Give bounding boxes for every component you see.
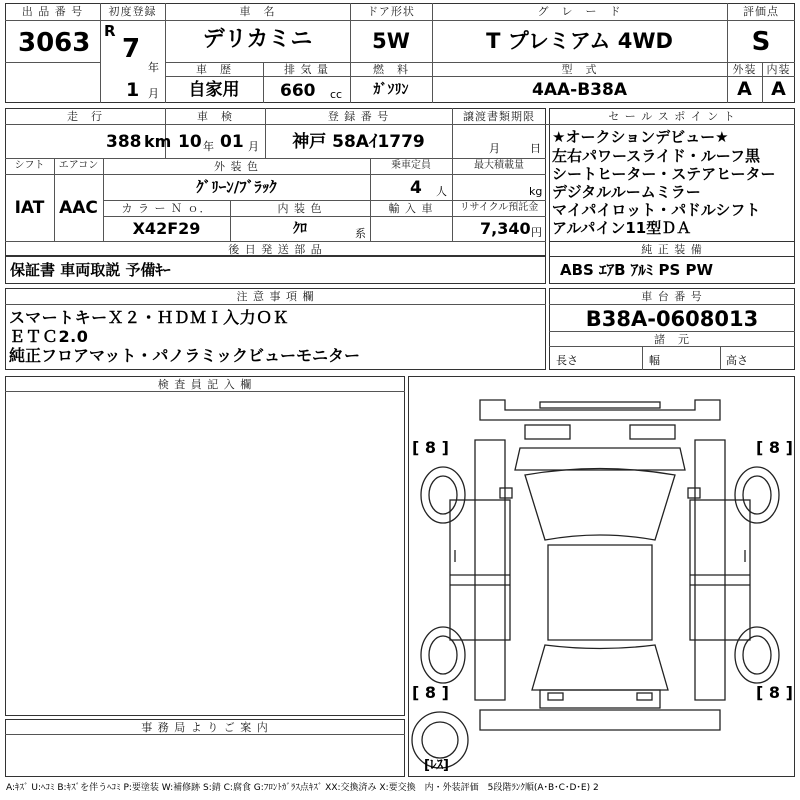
inspection-month: 01 xyxy=(220,132,244,152)
mileage-unit: km xyxy=(144,132,172,151)
car-name-label: 車 名 xyxy=(239,5,276,18)
sales-points-label: セ ー ル ス ポ イ ン ト xyxy=(608,110,736,123)
displacement-label: 排 気 量 xyxy=(284,63,329,76)
import-label: 輸 入 車 xyxy=(388,202,434,215)
colorno: X42F29 xyxy=(132,219,201,238)
spare-tire-label: [ﾚｽ] xyxy=(424,758,449,773)
color-label: 外 装 色 xyxy=(214,160,259,173)
height-label: 高さ xyxy=(726,354,748,367)
ac: AAC xyxy=(59,198,98,218)
reg-year: 7 xyxy=(122,34,141,64)
interior-label: 内装 xyxy=(766,63,791,76)
office-label: 事 務 局 よ り ご 案 内 xyxy=(141,721,269,734)
exterior: A xyxy=(737,78,752,100)
transfer-day-unit: 日 xyxy=(530,142,541,155)
colorno-label: カ ラ ー Ｎ ｏ． xyxy=(121,202,212,215)
grade-label: グ レ ー ド xyxy=(537,5,622,18)
doors: 5W xyxy=(372,29,410,53)
capacity-label: 乗車定員 xyxy=(391,160,431,171)
chassis-number: B38A-0608013 xyxy=(585,307,759,331)
sales-point-6: アルパイン11型ＤＡ xyxy=(552,219,692,237)
shift-label: シフト xyxy=(14,160,45,171)
reg-month-unit: 月 xyxy=(148,87,159,100)
capacity-unit: 人 xyxy=(436,185,447,198)
grade: T プレミアム 4WD xyxy=(486,29,673,53)
history: 自家用 xyxy=(188,80,240,100)
inspector-label: 検 査 員 記 入 欄 xyxy=(157,378,253,391)
chassis-label: 車 台 番 号 xyxy=(641,290,703,303)
recycle: 7,340 xyxy=(480,219,531,238)
displacement-unit: cc xyxy=(330,88,343,101)
inspection-year: 10 xyxy=(178,132,202,152)
mileage: 388 xyxy=(106,132,142,152)
mileage-label: 走 行 xyxy=(67,110,103,123)
parts-label: 後 日 発 送 部 品 xyxy=(228,243,323,256)
tire-front-right: [ 8 ] xyxy=(756,438,793,457)
tire-front-left: [ 8 ] xyxy=(412,438,449,457)
notes-line-2: ＥＴＣ2.0 xyxy=(9,327,89,346)
reg-year-unit: 年 xyxy=(148,61,159,74)
model-label: 型 式 xyxy=(561,63,598,76)
notes-label: 注 意 事 項 欄 xyxy=(236,290,315,303)
inspection-month-unit: 月 xyxy=(248,140,259,153)
model: 4AA-B38A xyxy=(532,80,627,100)
lot-number: 3063 xyxy=(18,28,91,58)
inspection-year-unit: 年 xyxy=(203,140,214,153)
plate-number: 神戸 58Aｲ1779 xyxy=(292,132,425,152)
notes-line-1: スマートキーＸ２・ＨＤＭＩ入力ＯＫ xyxy=(9,308,290,327)
shift: IAT xyxy=(14,198,45,218)
tire-rear-right: [ 8 ] xyxy=(756,683,793,702)
recycle-label: リサイクル預託金 xyxy=(459,202,539,213)
inspector-box xyxy=(5,376,405,716)
transfer-label: 譲渡書類期限 xyxy=(463,110,535,123)
intcolor-unit: 系 xyxy=(355,227,366,240)
score-label: 評価点 xyxy=(743,5,779,18)
intcolor: ｸﾛ xyxy=(293,221,307,237)
capacity: 4 xyxy=(410,178,422,198)
first-reg-label: 初度登録 xyxy=(108,5,157,18)
recycle-unit: 円 xyxy=(531,226,542,239)
ac-label: エアコン xyxy=(58,160,99,171)
sales-point-1: ★オークションデビュー★ xyxy=(552,128,729,146)
transfer-month-unit: 月 xyxy=(489,142,500,155)
lot-label: 出 品 番 号 xyxy=(21,5,84,18)
damage-diagram-box xyxy=(408,376,795,777)
displacement: 660 xyxy=(280,81,316,101)
parts-value: 保証書 車両取説 予備ｷｰ xyxy=(10,261,171,279)
length-label: 長さ xyxy=(556,354,578,367)
interior: A xyxy=(771,78,786,100)
legend: A:ｷｽﾞ U:ﾍｺﾐ B:ｷｽﾞを伴うﾍｺﾐ P:要塗装 W:補修跡 S:錆 C:腐食 G:ﾌﾛﾝﾄｶﾞﾗｽ点ｷｽﾞ XX:交換済み X:要交換 内・外装評価 5段階ﾗﾝｸ順(A･B･C･D･E) 2 xyxy=(6,783,599,793)
equipment-label: 純 正 装 備 xyxy=(641,243,703,256)
load-unit: kg xyxy=(529,185,543,198)
sales-point-2: 左右パワースライド・ルーフ黒 xyxy=(552,147,761,165)
color: ｸﾞﾘｰﾝ/ﾌﾞﾗｯｸ xyxy=(196,178,277,196)
load-label: 最大積載量 xyxy=(474,160,524,171)
era: R xyxy=(104,22,116,40)
inspection-label: 車 検 xyxy=(197,110,233,123)
width-label: 幅 xyxy=(649,354,660,367)
doors-label: ドア形状 xyxy=(367,5,415,18)
exterior-label: 外装 xyxy=(732,63,757,76)
dims-label: 諸 元 xyxy=(654,333,690,346)
sales-point-4: デジタルルームミラー xyxy=(552,183,701,201)
fuel-label: 燃 料 xyxy=(373,63,409,76)
reg-month: 1 xyxy=(126,79,140,101)
car-name: デリカミニ xyxy=(202,27,313,52)
score: S xyxy=(751,27,771,57)
history-label: 車 歴 xyxy=(196,63,232,76)
intcolor-label: 内 装 色 xyxy=(277,202,323,215)
sales-point-3: シートヒーター・ステアヒーター xyxy=(552,165,776,183)
fuel: ｶﾞｿﾘﾝ xyxy=(373,82,409,98)
notes-line-3: 純正フロアマット・パノラミックビューモニター xyxy=(9,346,361,365)
equipment-value: ABS ｴｱB ｱﾙﾐ PS PW xyxy=(560,261,714,279)
sales-point-5: マイパイロット・パドルシフト xyxy=(552,201,761,219)
tire-rear-left: [ 8 ] xyxy=(412,683,449,702)
plate-label: 登 録 番 号 xyxy=(327,110,390,123)
